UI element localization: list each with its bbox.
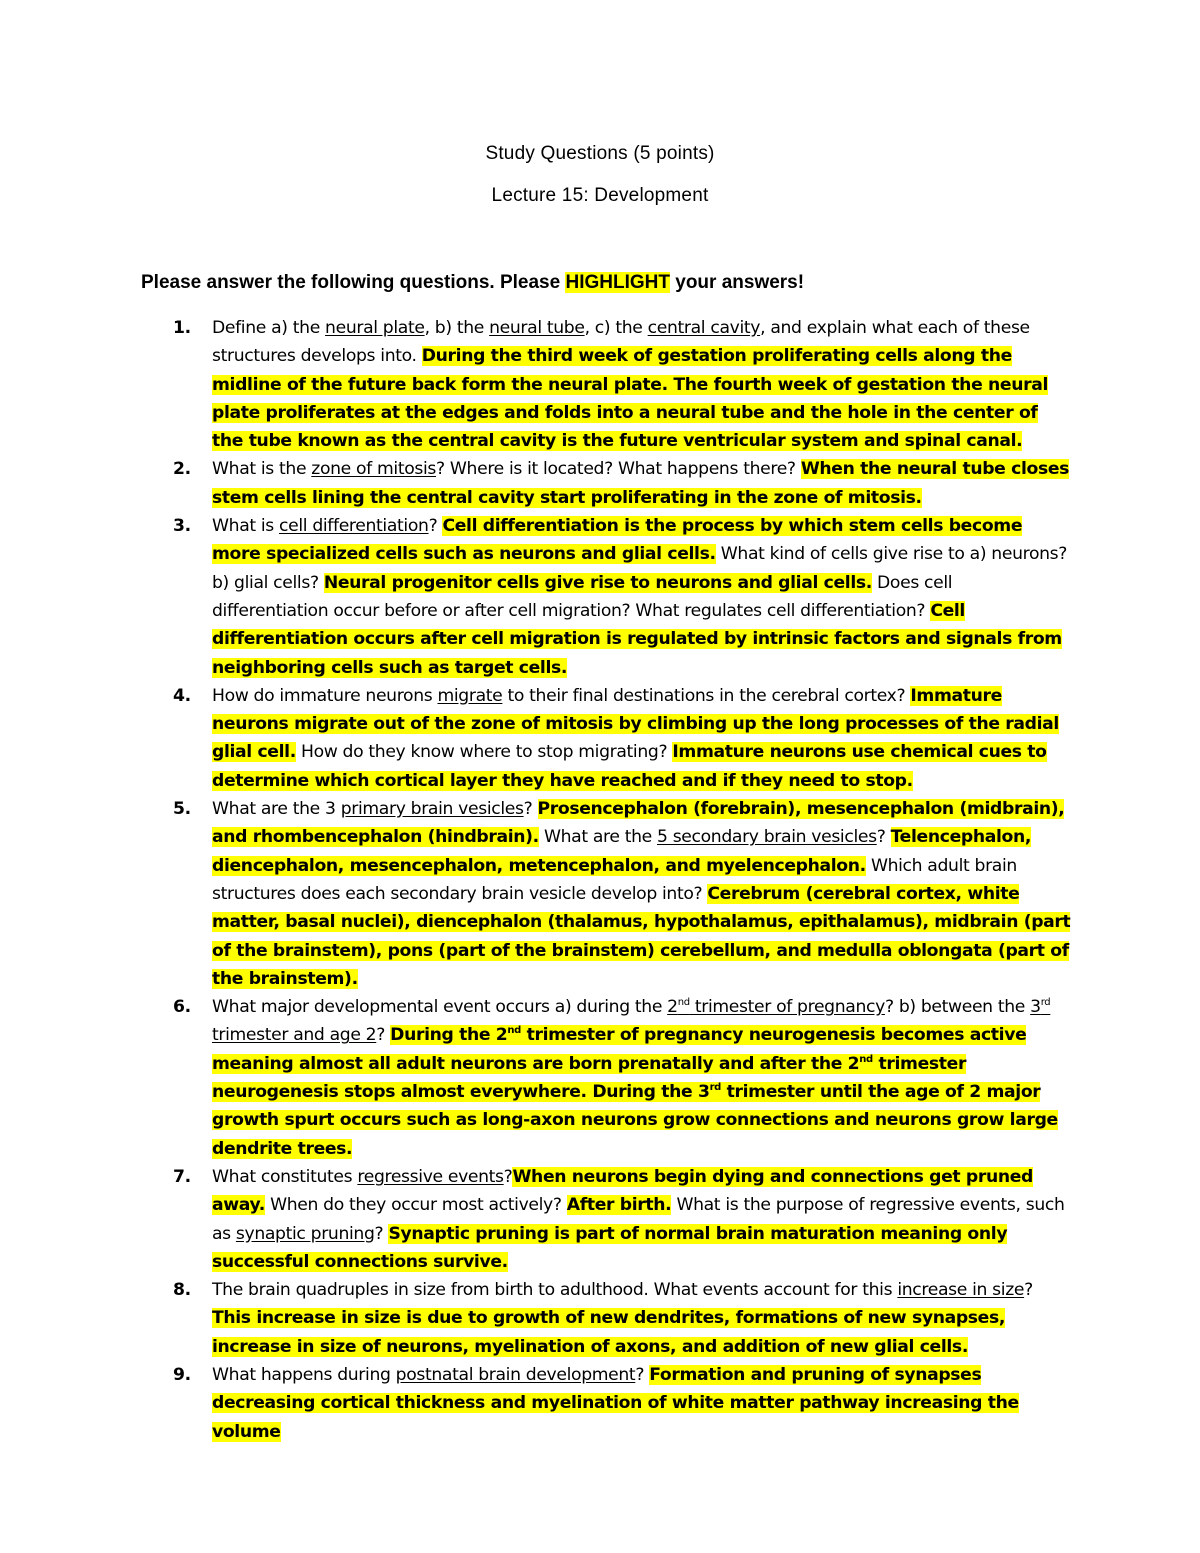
key-term-part: trimester of pregnancy (689, 997, 885, 1018)
question-text: , c) the (584, 318, 648, 338)
question-item-4 (141, 682, 1071, 795)
ordinal-suffix: rd (1040, 997, 1051, 1009)
question-text: The brain quadruples in size from birth to adulthood. What events account for this (212, 1280, 898, 1301)
question-number: 4. (173, 685, 191, 706)
key-term (667, 997, 885, 1017)
highlighted-answer: Cell differentiation occurs after cell migration is regulated by intrinsic factors and signals from neighboring cells such as target cells. (212, 600, 1062, 678)
highlighted-answer: Neural progenitor cells give rise to neurons and glial cells. (323, 572, 872, 593)
question-text: How do immature neurons (212, 685, 438, 706)
question-text: ? (635, 1364, 650, 1385)
question-text: How do they know where to stop migrating? (295, 742, 673, 763)
key-term: postnatal brain development (395, 1364, 636, 1385)
question-text: What are the 3 (212, 799, 341, 820)
answer-part: During the 2 (390, 1025, 508, 1046)
highlighted-answer: Cerebrum (cerebral cortex, white matter, basal nuclei), diencephalon (thalamus, hypothalamus, epithalamus), midbrain (part of the brainstem), pons (part of the brainstem) cerebellum, and medulla oblongata (part of the brainstem). (212, 883, 1071, 989)
question-item-9 (141, 1361, 1071, 1446)
key-term: synaptic pruning (235, 1223, 375, 1244)
highlighted-answer: Prosencephalon (forebrain), mesencephalon (midbrain), and rhombencephalon (hindbrain). (212, 799, 1065, 848)
key-term: increase in size (897, 1280, 1025, 1301)
highlighted-answer: When the neural tube closes stem cells lining the central cavity start proliferating in the zone of mitosis. (212, 459, 1070, 508)
highlighted-answer: Formation and pruning of synapses decreasing cortical thickness and myelination of white matter pathway increasing the volume (212, 1364, 1019, 1442)
key-term: neural tube (489, 318, 585, 338)
question-item-8 (141, 1276, 1071, 1361)
key-term-part: 3 (1030, 997, 1041, 1018)
question-item-6 (141, 993, 1071, 1163)
question-text: ? (428, 516, 443, 537)
document-title: Study Questions (5 points) (485, 143, 715, 164)
question-number: 1. (173, 318, 191, 338)
question-text: ? (503, 1166, 513, 1187)
answer-part: trimester until the age of 2 major growth spurt occurs such as long-axon neurons grow connections and neurons grow large dendrite trees. (212, 1082, 1058, 1159)
question-text: ? b) between the (884, 997, 1031, 1018)
question-item-3 (141, 512, 1071, 682)
instructions (141, 272, 804, 294)
question-item-2 (141, 455, 1071, 512)
question-text: ? (1024, 1280, 1033, 1301)
highlighted-answer: After birth. (566, 1195, 672, 1216)
answer-part: trimester neurogenesis stops almost everywhere. During the 3 (212, 1053, 967, 1103)
question-text: What is the (212, 459, 312, 480)
key-term: primary brain vesicles (340, 799, 524, 820)
highlighted-answer: When neurons begin dying and connections get pruned away. (212, 1166, 1034, 1216)
question-number: 8. (173, 1280, 191, 1301)
key-term: central cavity (647, 318, 761, 338)
question-text: What is the purpose of regressive events, such as (212, 1195, 1065, 1244)
highlighted-answer: Cell differentiation is the process by which stem cells become more specialized cells such as neurons and glial cells. (212, 516, 1023, 565)
ordinal-suffix: nd (507, 1025, 521, 1037)
question-text: , and explain what each of these structures develops into. (212, 318, 1030, 367)
lecture-subtitle: Lecture 15: Development (491, 185, 709, 206)
key-term-part: trimester and age 2 (212, 1025, 377, 1046)
instructions-text-before: Please answer the following questions. Please (141, 272, 566, 293)
question-text: What is (212, 516, 280, 537)
question-text: Which adult brain structures does each secondary brain vesicle develop into? (212, 855, 1017, 904)
key-term: zone of mitosis (311, 459, 437, 480)
question-text: What constitutes (212, 1166, 358, 1187)
ordinal-suffix: nd (859, 1053, 873, 1065)
question-number: 9. (173, 1364, 191, 1385)
question-number: 7. (173, 1166, 191, 1187)
question-number: 5. (173, 799, 191, 820)
highlighted-answer: During the third week of gestation proliferating cells along the midline of the future back form the neural plate. The fourth week of gestation the neural plate proliferates at the edges and folds into a neural tube and the hole in the center of the tube known as the central cavity is the future ventricular system and spinal canal. (212, 346, 1049, 452)
ordinal-suffix: nd (677, 997, 690, 1009)
key-term: 5 secondary brain vesicles (657, 827, 877, 848)
question-text: When do they occur most actively? (264, 1195, 567, 1216)
question-text: Define a) the (212, 318, 326, 338)
instructions-text-after: your answers! (669, 272, 805, 293)
question-text: ? (876, 827, 891, 848)
ordinal-suffix: rd (709, 1082, 721, 1094)
question-item-1 (141, 314, 1071, 455)
key-term: cell differentiation (279, 516, 429, 537)
highlighted-answer: Immature neurons use chemical cues to determine which cortical layer they have reached and if they need to stop. (212, 742, 1047, 791)
highlighted-answer: Immature neurons migrate out of the zone of mitosis by climbing up the long processes of the radial glial cell. (212, 685, 1059, 763)
question-text: , b) the (424, 318, 490, 338)
key-term: neural plate (325, 318, 425, 338)
instructions-highlight-word: HIGHLIGHT (565, 272, 670, 293)
answer-part: trimester of pregnancy neurogenesis becomes active meaning almost all adult neurons are born prenatally and after the 2 (212, 1025, 1027, 1074)
key-term-part: 2 (667, 997, 678, 1018)
question-text: ? Where is it located? What happens there? (436, 459, 801, 480)
question-text: ? (374, 1223, 389, 1244)
question-text: What happens during (212, 1364, 396, 1385)
question-text: Does cell differentiation occur before or after cell migration? What regulates cell differentiation? (212, 572, 953, 621)
question-text: ? (523, 799, 538, 820)
highlighted-answer: Synaptic pruning is part of normal brain maturation meaning only successful connections survive. (212, 1223, 1008, 1272)
key-term: migrate (437, 685, 503, 706)
question-list (141, 314, 1071, 1446)
question-text: What are the (538, 827, 657, 848)
key-term: regressive events (357, 1166, 504, 1187)
question-text: to their final destinations in the cerebral cortex? (502, 685, 911, 706)
question-item-7 (141, 1163, 1071, 1276)
question-number: 3. (173, 516, 191, 537)
question-text: What major developmental event occurs a) during the (212, 997, 668, 1018)
question-text: What kind of cells give rise to a) neurons? b) glial cells? (212, 544, 1068, 593)
question-text: ? (376, 1025, 391, 1046)
highlighted-answer: Telencephalon, diencephalon, mesencephalon, metencephalon, and myelencephalon. (212, 827, 1032, 876)
question-number: 2. (173, 459, 191, 480)
question-item-5 (141, 795, 1071, 993)
highlighted-answer: This increase in size is due to growth of new dendrites, formations of new synapses, increase in size of neurons, myelination of axons, and addition of new glial cells. (212, 1308, 1006, 1357)
question-number: 6. (173, 997, 191, 1018)
